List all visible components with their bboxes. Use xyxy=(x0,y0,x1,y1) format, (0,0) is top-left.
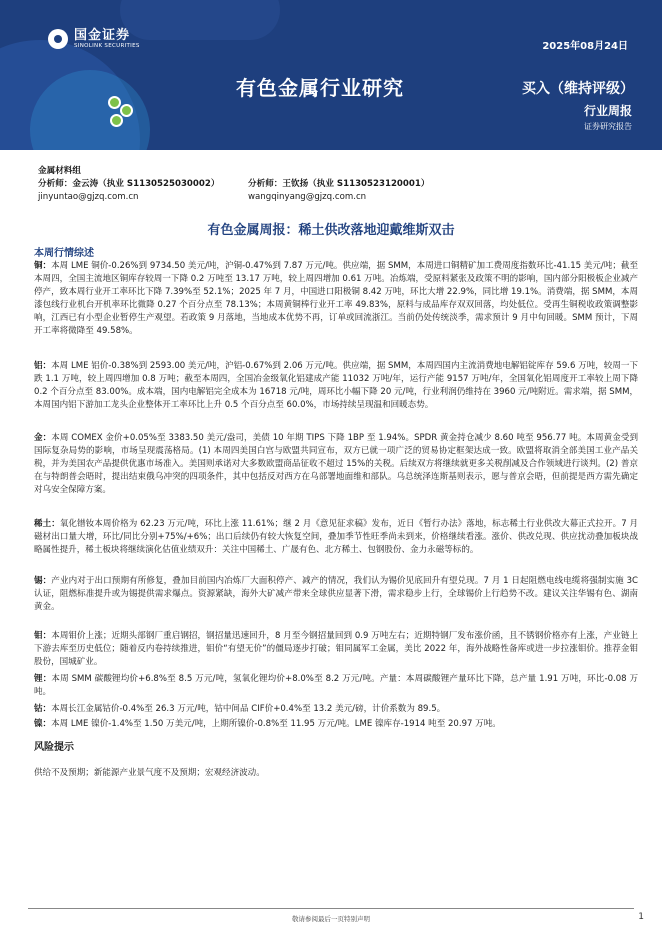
report-subtitle: 有色金属周报：稀土供改落地迎戴维斯双击 xyxy=(207,223,455,238)
logo-name-cn: 国金证券 xyxy=(74,28,131,43)
logo-icon xyxy=(48,29,68,49)
paragraph-label: 钼： xyxy=(34,631,52,641)
analyst-2-email[interactable]: wangqinyang@gjzq.com.cn xyxy=(248,192,367,202)
paragraph-text: 产业内对于出口预期有所修复，叠加目前国内冶炼厂大面积停产、减产的情况，我们认为锡价见底回升有望兑现。7 月 1 日起阻燃电线电缆将强制实施 3C 认证，阻燃标准提升或为锡提供需求爆点。资源紧缺，海外大矿减产带来全球供应显著下滑，需求稳步上行，全球锡价上行趋势不改。建议关注华锡有色、湖南黄金。 xyxy=(34,576,638,613)
paragraph-text: 本周 SMM 碳酸锂均价+6.8%至 8.5 万元/吨，氢氧化锂均价+8.0%至 8.2 万元/吨。产量：本周碳酸锂产量环比下降，总产量 1.91 万吨，环比-0.08 万吨。 xyxy=(34,674,639,698)
paragraph-molybdenum xyxy=(34,630,638,669)
paragraph-tin xyxy=(34,575,638,614)
paragraph-label: 稀土： xyxy=(34,519,60,529)
paragraph-lithium xyxy=(34,673,638,699)
report-type: 证券研究报告 xyxy=(584,122,632,131)
risk-text: 供给不及预期；新能源产业景气度不及预期；宏观经济波动。 xyxy=(34,768,265,778)
paragraph-text: 本周长江金属钴价-0.4%至 26.3 万元/吨，钴中间品 CIF价+0.4%至 13.2 美元/磅，计价系数为 89.5。 xyxy=(51,704,446,714)
analyst-1-email[interactable]: jinyuntao@gjzq.com.cn xyxy=(38,192,139,202)
paragraph-cobalt xyxy=(34,703,638,716)
paragraph-label: 金： xyxy=(34,433,52,443)
paragraph-label: 锂： xyxy=(34,674,52,684)
paragraph-label: 铜： xyxy=(34,261,52,271)
analyst-2: 分析师：王钦扬（执业 S1130523120001） xyxy=(248,179,430,189)
team-name: 金属材料组 xyxy=(38,166,81,176)
paragraph-text: 本周 LME 铜价-0.26%到 9734.50 美元/吨，沪铜-0.47%到 7.87 万元/吨。供应端，据 SMM，本周进口铜精矿加工费周度指数环比-41.15 美元/吨；截至本周四，全国主流地区铜库存较周一下降 0.2 万吨至 13.17 万吨，较上周四增加 0.61 万吨。冶炼端，受原料紧张及政策不明的影响，国内部分阳极板企业减产停产，致本周行业开工率环比下降 7.39%至 52.1%；2025 年 7 月，中国进口阳极铜 8.42 万吨，环比大增 22.9%，同比增 19.1%。消费端，据 SMM，本周漆包线行业机台开机率环比微降 0.27 个百分点至 78.13%；本周黄铜棒行业开工率 49.83%，原料与成品库存双双回落，均处低位。受再生铜税收政策调整影响，江西已有小型企业暂停生产观望。若政策 9 月落地，当地成本优势不再，订单或回流浙江。当前仍处传统淡季，需求预计 9 月中旬回暖。SMM 预计，下周开工率将微降至 49.58%。 xyxy=(34,261,638,337)
analyst-info xyxy=(38,165,628,204)
report-date: 2025年08月24日 xyxy=(542,41,628,52)
paragraph-gold xyxy=(34,432,638,497)
paragraph-text: 氧化镨钕本周价格为 62.23 万元/吨，环比上涨 11.61%；继 2 月《意见征求稿》发布，近日《暂行办法》落地，标志稀土行业供改大幕正式拉开。7 月磁材出口量大增，环比/同比分别+75%/+6%；出口后续仍有较大恢复空间，叠加季节性旺季尚未到来，价格继续看涨。涨价、供改兑现、供应扰动叠加板块战略属性提升，稀土板块将继续演化估值业绩双升：关注中国稀土、广晟有色、北方稀土、包钢股份、金力永磁等标的。 xyxy=(34,519,638,556)
report-header xyxy=(0,0,662,150)
paragraph-nickel xyxy=(34,718,638,731)
paragraph-label: 铝： xyxy=(34,361,52,371)
analyst-1: 分析师：金云涛（执业 S1130525030002） xyxy=(38,179,220,189)
company-logo xyxy=(48,28,140,50)
header-decoration xyxy=(120,0,280,40)
logo-name-en: SINOLINK SECURITIES xyxy=(74,43,140,49)
report-title: 有色金属行业研究 xyxy=(236,76,404,100)
report-kind: 行业周报 xyxy=(583,104,632,118)
paragraph-text: 本周 COMEX 金价+0.05%至 3383.50 美元/盎司，美债 10 年期 TIPS 下降 1BP 至 1.94%。SPDR 黄金持仓减少 8.60 吨至 956.77 吨。本周黄金受到国际复杂局势的影响，市场呈现震荡格局。(1) 本周四美国白宫与欧盟共同宣布，双方已就一项广泛的贸易协定框架达成一致。欧盟将取消全部美国工业产品关税，并为美国农产品提供优惠市场准入。美国则承诺对大多数欧盟商品征收不超过 15%的关税。后续双方将继续就更多关税削减及合作领域进行谈判。(2) 普京在与特朗普会晤时，提出结束俄乌冲突的四项条件，其中包括反对西方在乌部署地面维和部队。乌总统泽连斯基则表示，愿与普京会晤，但前提是西方需先确定对乌安全保障方案。 xyxy=(34,433,638,496)
paragraph-copper xyxy=(34,260,638,339)
footer-disclaimer: 敬请参阅最后一页特别声明 xyxy=(292,915,370,923)
paragraph-text: 本周钼价上涨；近期头部钢厂重启钢招，钢招量迅速回升，8 月至今钢招量回到 0.9 万吨左右；近期特钢厂发布涨价函，且不锈钢价格亦有上涨，产业链上下游去库至历史低位；随着反内卷持续推进，钼价“有望无价”的僵局逐步打破；钼同属军工金属，美比 2022 年，海外战略性备库或进一步拉涨钼价。推荐金钼股份，国城矿业。 xyxy=(34,631,638,668)
paragraph-label: 镍： xyxy=(34,719,52,729)
paragraph-rare-earth xyxy=(34,518,638,557)
paragraph-label: 钴： xyxy=(34,704,52,714)
rating-label: 买入（维持评级） xyxy=(522,81,634,97)
paragraph-text: 本周 LME 铝价-0.38%到 2593.00 美元/吨，沪铝-0.67%到 2.06 万元/吨。供应端，据 SMM，本周四国内主流消费地电解铝锭库存 59.6 万吨，较周一下跌 1.1 万吨，较上周四增加 0.8 万吨；截至本周四，全国冶金级氧化铝建成产能 11032 万吨/年，运行产能 9157 万吨/年，全国氧化铝周度开工率较上周下降 0.2 个百分点至 83.00%。成本端，国内电解铝完全成本为 16718 元/吨，周环比小幅下降 20 元/吨，行业利润仍维持在 3960 元/吨附近。需求端，据 SMM，本周国内铝下游加工龙头企业整体开工率环比上升 0.5 个百分点至 60.0%，市场持续呈现温和回暖态势。 xyxy=(34,361,639,411)
section-heading-risk: 风险提示 xyxy=(34,742,74,753)
paragraph-text: 本周 LME 镍价-1.4%至 1.50 万美元/吨，上期所镍价-0.8%至 11.95 万元/吨。LME 镍库存-1914 吨至 20.97 万吨。 xyxy=(51,719,501,729)
paragraph-aluminum xyxy=(34,360,638,412)
app-badges-icon xyxy=(108,96,138,130)
footer-divider xyxy=(28,908,634,909)
section-heading-summary: 本周行情综述 xyxy=(34,248,94,259)
paragraph-label: 锡： xyxy=(34,576,52,586)
page-number: 1 xyxy=(638,912,644,922)
